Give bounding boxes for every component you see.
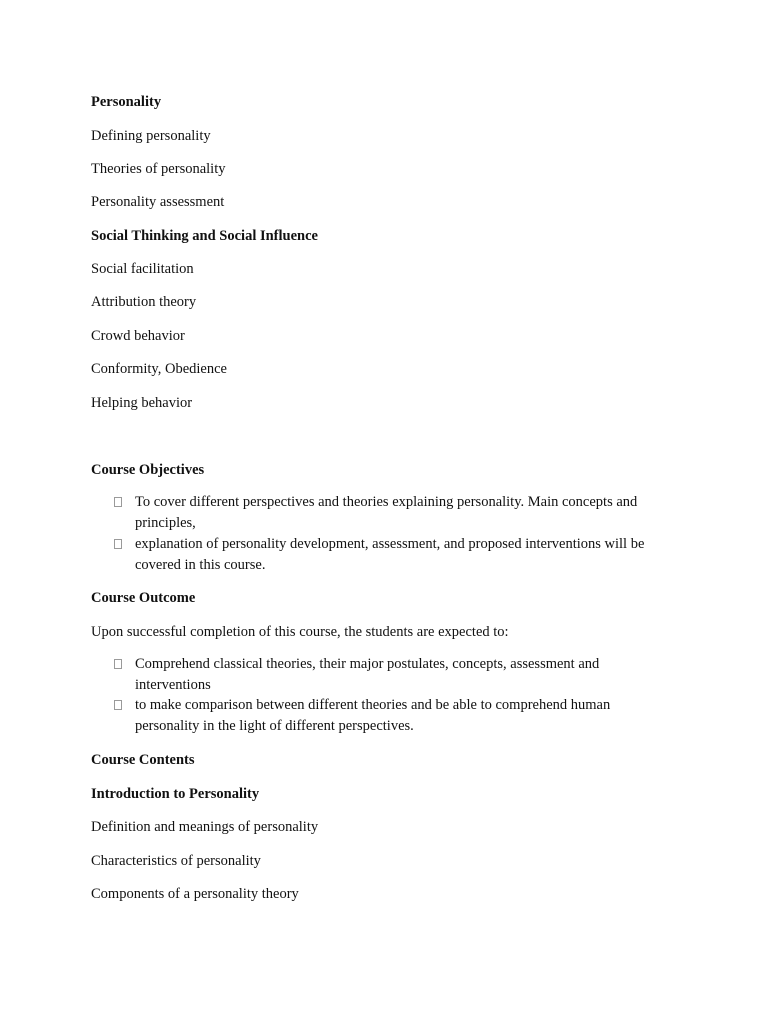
list-item: Personality assessment: [91, 194, 225, 210]
list-item: Social facilitation: [91, 261, 194, 277]
bullet-box-icon: [114, 659, 122, 669]
outcome-intro: Upon successful completion of this course, the students are expected to:: [91, 624, 509, 640]
list-item: Attribution theory: [91, 294, 197, 310]
list-item: Crowd behavior: [91, 328, 185, 344]
section-heading-outcome: Course Outcome: [91, 590, 196, 606]
list-item: Defining personality: [91, 128, 211, 144]
bullet-text: explanation of personality development, assessment, and proposed interventions will be covered in this course.: [135, 536, 645, 573]
subheading-introduction: Introduction to Personality: [91, 786, 260, 802]
bullet-text: To cover different perspectives and theories explaining personality. Main concepts and principles,: [135, 494, 638, 531]
section-heading-personality: Personality: [91, 94, 162, 110]
list-item: Helping behavior: [91, 395, 193, 411]
bullet-box-icon: [114, 497, 122, 507]
list-item: Conformity, Obedience: [91, 361, 227, 377]
section-heading-contents: Course Contents: [91, 752, 195, 768]
list-item: Characteristics of personality: [91, 853, 261, 869]
section-heading-objectives: Course Objectives: [91, 462, 205, 478]
list-item: Definition and meanings of personality: [91, 819, 319, 835]
list-item: Components of a personality theory: [91, 886, 299, 902]
list-item: Theories of personality: [91, 161, 226, 177]
bullet-text: to make comparison between different theories and be able to comprehend human personality in the light of different perspectives.: [135, 697, 611, 734]
section-heading-social: Social Thinking and Social Influence: [91, 228, 318, 244]
bullet-text: Comprehend classical theories, their major postulates, concepts, assessment and interventions: [135, 656, 600, 693]
bullet-item: [114, 695, 674, 737]
bullet-item: [114, 654, 674, 696]
bullet-item: [114, 534, 674, 576]
bullet-item: [114, 492, 674, 534]
bullet-box-icon: [114, 539, 122, 549]
bullet-box-icon: [114, 700, 122, 710]
